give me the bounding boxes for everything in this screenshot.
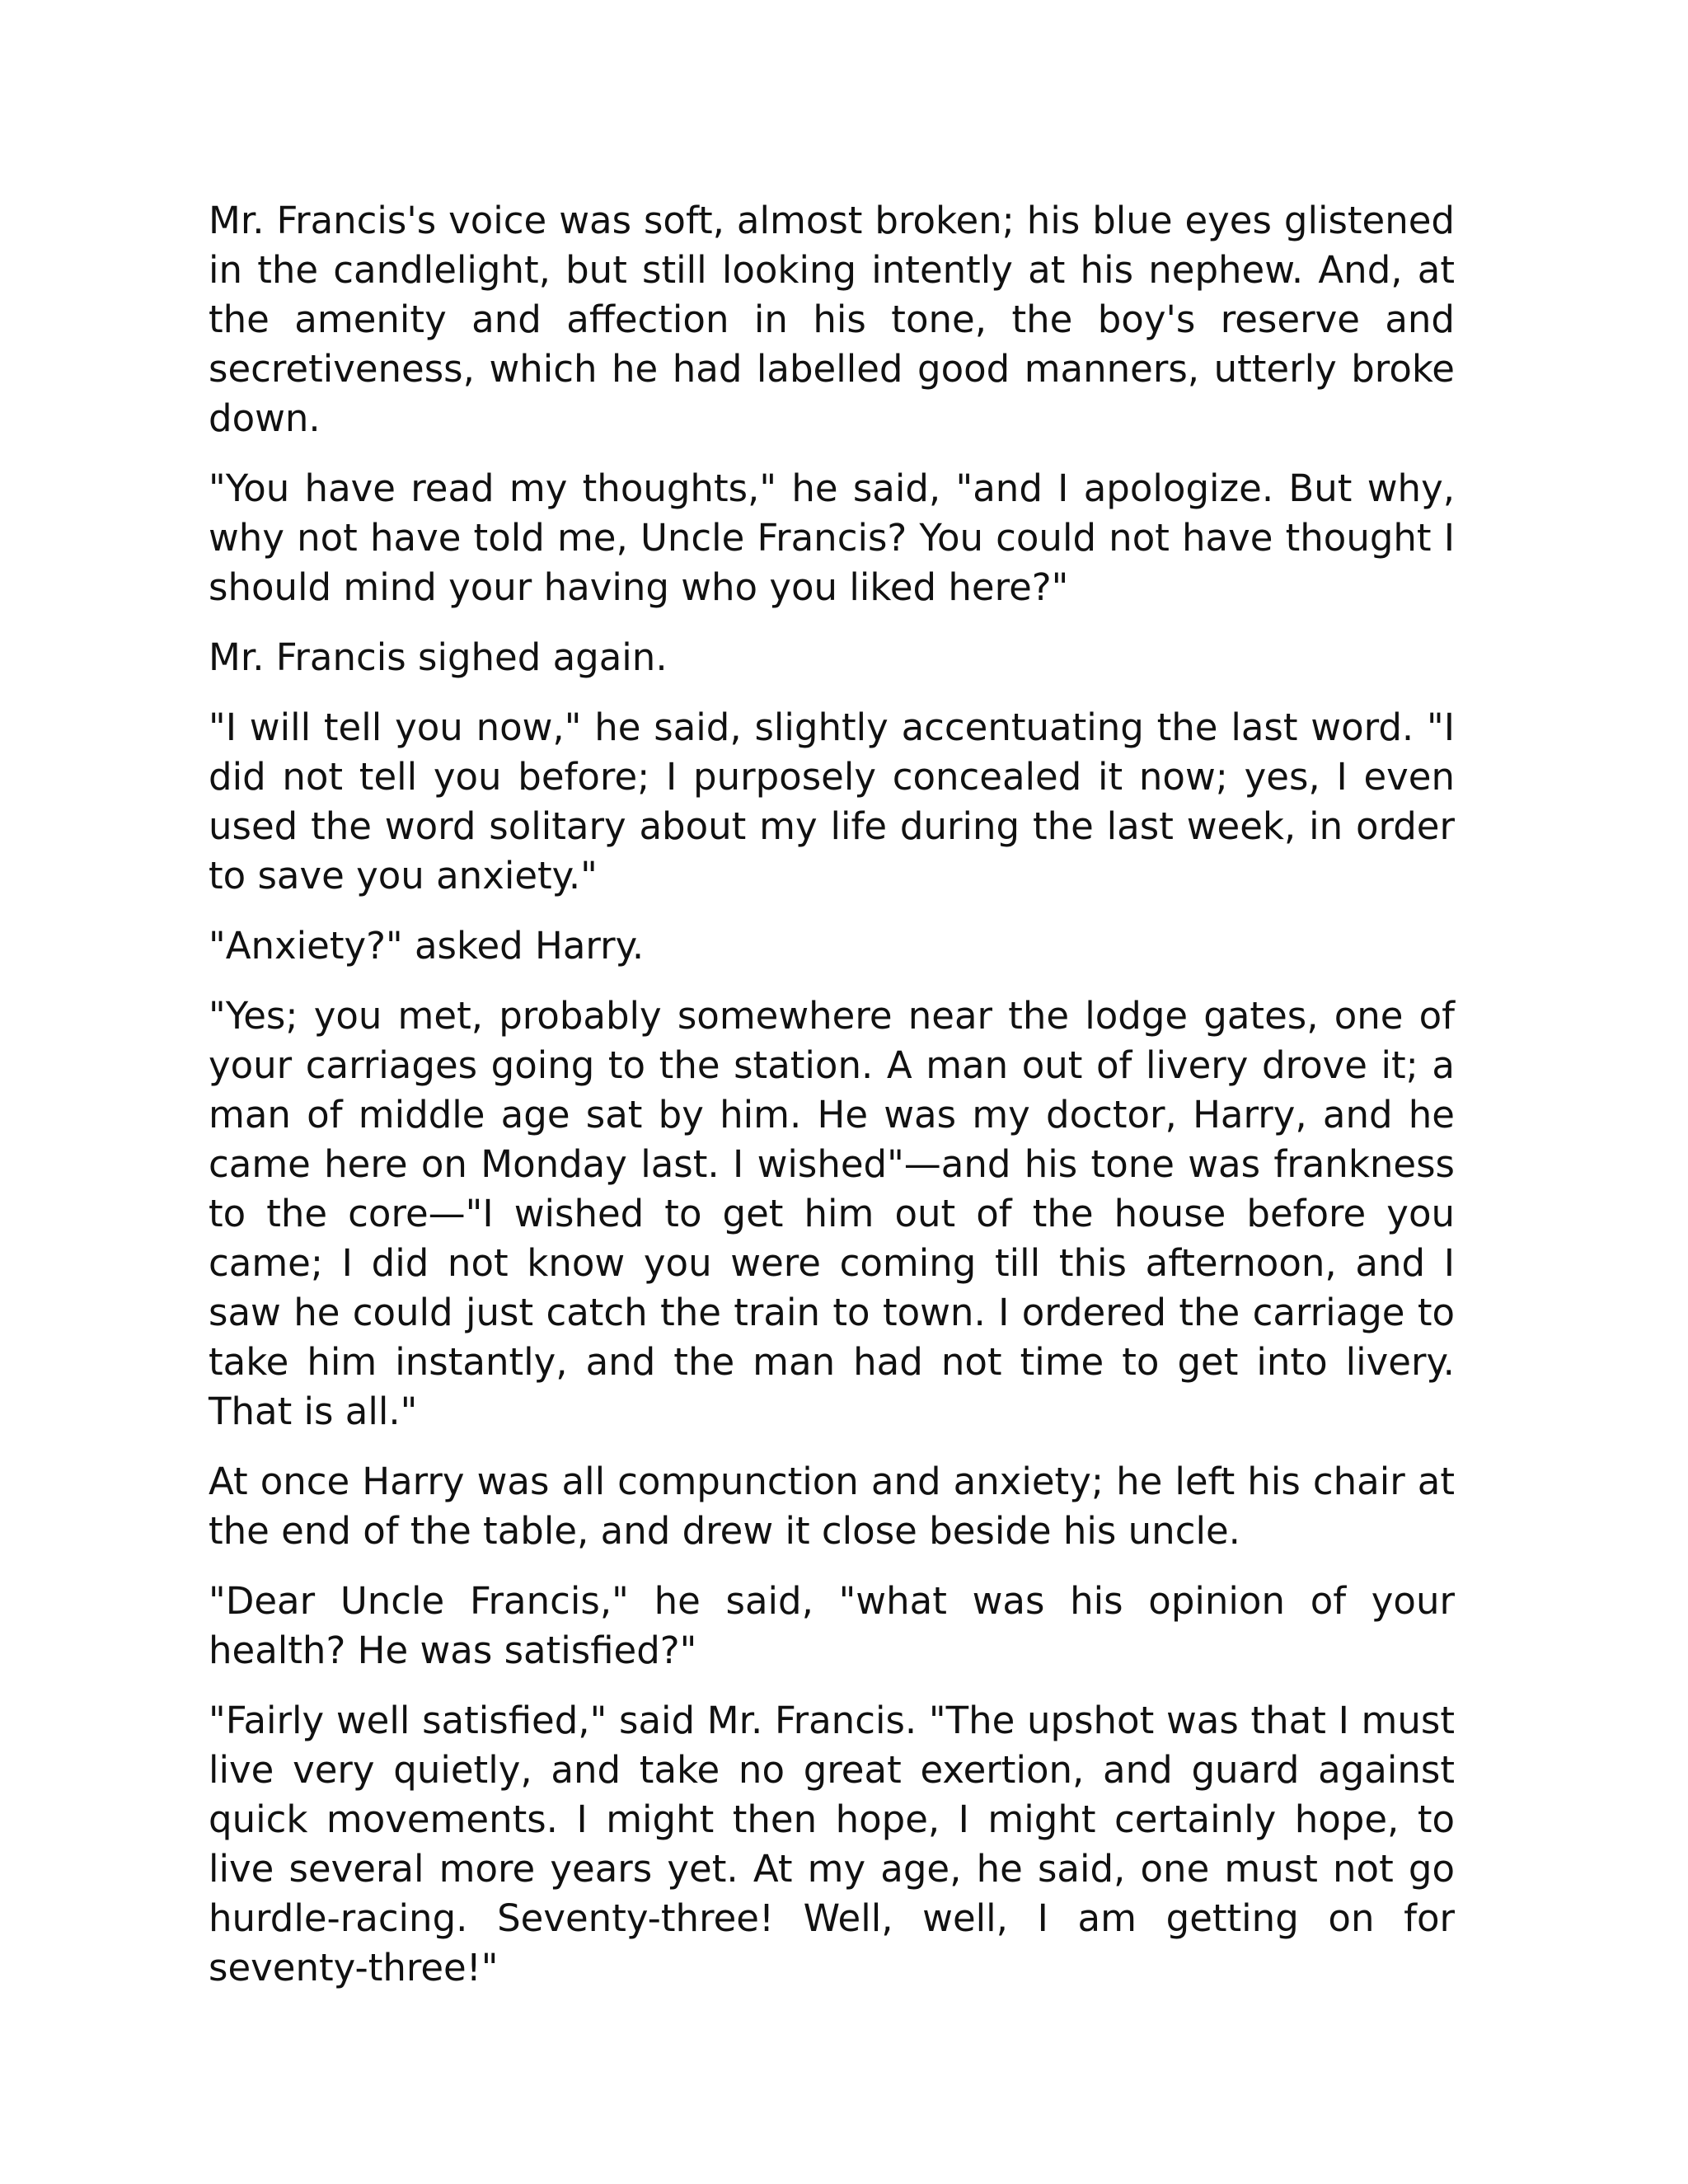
paragraph-5: "Anxiety?" asked Harry. — [209, 924, 645, 968]
paragraph-9: "Fairly well satisfied," said Mr. Francis. "The upshot was that I must live very quietly, and take no great exertion, and guard against quick movements. I might then hope, I might certainly hope, to live several more years yet. At my age, he said, one must not go hurdle-racing. Seventy-three! Well, well, I am getting on for seventy-three!" — [209, 1699, 1455, 1990]
body-text — [209, 196, 1455, 2013]
paragraph-6: "Yes; you met, probably somewhere near the lodge gates, one of your carriages going to the station. A man out of livery drove it; a man of middle age sat by him. He was my doctor, Harry, and he came here on Monday last. I wished"—and his tone was frankness to the core—"I wished to get him out of the house before you came; I did not know you were coming till this afternoon, and I saw he could just catch the train to town. I ordered the carriage to take him instantly, and the man had not time to get into livery. That is all." — [209, 994, 1455, 1433]
paragraph-8: "Dear Uncle Francis," he said, "what was his opinion of your health? He was satisfied?" — [209, 1579, 1455, 1672]
paragraph-3: Mr. Francis sighed again. — [209, 635, 668, 679]
paragraph-7: At once Harry was all compunction and anxiety; he left his chair at the end of the table, and drew it close beside his uncle. — [209, 1460, 1455, 1553]
paragraph-2: "You have read my thoughts," he said, "and I apologize. But why, why not have told me, Uncle Francis? You could not have thought I should mind your having who you liked here?" — [209, 466, 1455, 609]
paragraph-1: Mr. Francis's voice was soft, almost broken; his blue eyes glistened in the candlelight, but still looking intently at his nephew. And, at the amenity and affection in his tone, the boy's reserve and secretiveness, which he had labelled good manners, utterly broke down. — [209, 199, 1455, 440]
paragraph-4: "I will tell you now," he said, slightly accentuating the last word. "I did not tell you before; I purposely concealed it now; yes, I even used the word solitary about my life during the last week, in order to save you anxiety." — [209, 705, 1455, 898]
